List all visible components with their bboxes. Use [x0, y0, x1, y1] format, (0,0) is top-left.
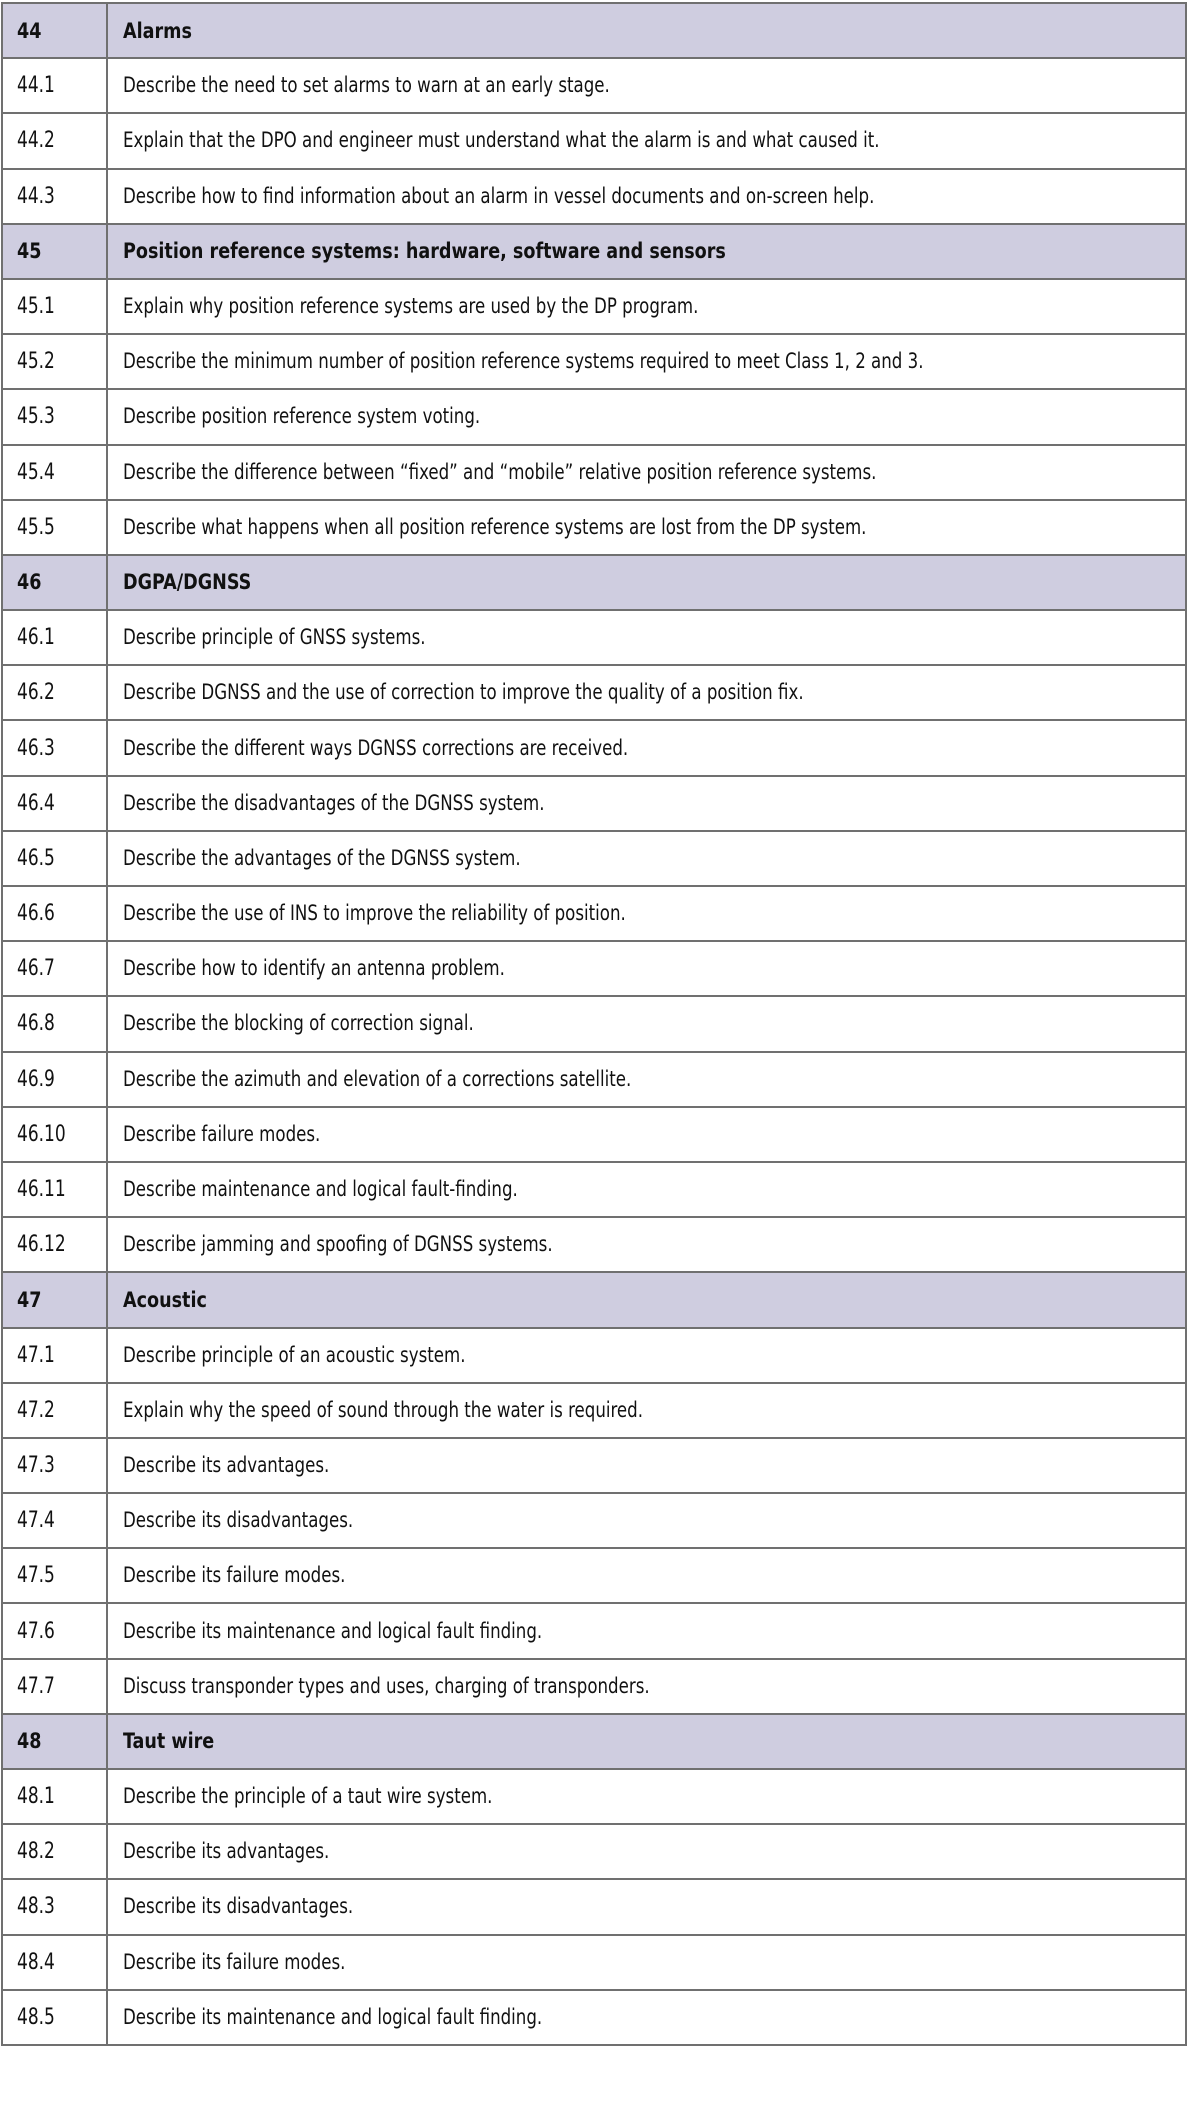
table-row: [2, 1217, 1186, 1272]
section-number: 44: [17, 18, 42, 43]
table-row: [2, 1935, 1186, 1990]
item-description: Describe the disadvantages of the DGNSS system.: [123, 790, 545, 816]
item-number: 45.3: [17, 404, 55, 430]
item-number-cell: [2, 776, 107, 831]
item-description-cell: [107, 1107, 1186, 1162]
item-number: 46.7: [17, 956, 55, 982]
table-row: [2, 279, 1186, 334]
item-description: Describe maintenance and logical fault-finding.: [123, 1177, 518, 1203]
section-header-row: [2, 555, 1186, 610]
item-description: Describe how to find information about an alarm in vessel documents and on-screen help.: [123, 183, 875, 209]
section-title-cell: [107, 555, 1186, 610]
item-number-cell: [2, 169, 107, 224]
item-number: 48.3: [17, 1894, 55, 1920]
section-header-row: [2, 224, 1186, 279]
table-row: [2, 1990, 1186, 2045]
item-description-cell: [107, 610, 1186, 665]
item-number: 46.12: [17, 1232, 66, 1258]
item-number-cell: [2, 665, 107, 720]
section-number: 48: [17, 1729, 42, 1754]
item-description: Describe its disadvantages.: [123, 1894, 354, 1920]
item-description-cell: [107, 1990, 1186, 2045]
item-description: Discuss transponder types and uses, charging of transponders.: [123, 1673, 650, 1699]
section-number-cell: [2, 3, 107, 58]
item-description: Describe its maintenance and logical fault finding.: [123, 2004, 543, 2030]
item-description: Describe the difference between “fixed” and “mobile” relative position reference systems.: [123, 459, 877, 485]
item-description-cell: [107, 1824, 1186, 1879]
section-title-cell: [107, 1272, 1186, 1327]
table-row: [2, 665, 1186, 720]
table-row: [2, 445, 1186, 500]
item-number-cell: [2, 279, 107, 334]
item-number: 47.7: [17, 1673, 55, 1699]
item-number-cell: [2, 1879, 107, 1934]
item-description-cell: [107, 1383, 1186, 1438]
section-number: 45: [17, 239, 42, 264]
table-row: [2, 58, 1186, 113]
item-number: 44.1: [17, 73, 55, 99]
item-number: 47.1: [17, 1342, 55, 1368]
table-row: [2, 720, 1186, 775]
item-description-cell: [107, 1548, 1186, 1603]
item-number-cell: [2, 610, 107, 665]
item-description: Describe DGNSS and the use of correction to improve the quality of a position fix.: [123, 680, 804, 706]
table-row: [2, 1659, 1186, 1714]
item-description-cell: [107, 1769, 1186, 1824]
item-description-cell: [107, 831, 1186, 886]
item-number-cell: [2, 1438, 107, 1493]
item-number-cell: [2, 1769, 107, 1824]
item-number: 45.4: [17, 459, 55, 485]
table-row: [2, 1107, 1186, 1162]
item-description-cell: [107, 1493, 1186, 1548]
item-number-cell: [2, 500, 107, 555]
item-description-cell: [107, 500, 1186, 555]
item-description-cell: [107, 1052, 1186, 1107]
item-description-cell: [107, 1162, 1186, 1217]
item-number: 47.6: [17, 1618, 55, 1644]
item-number-cell: [2, 1217, 107, 1272]
item-description: Explain that the DPO and engineer must understand what the alarm is and what caused it.: [123, 128, 880, 154]
item-number: 45.5: [17, 514, 55, 540]
item-number-cell: [2, 1107, 107, 1162]
section-title-cell: [107, 224, 1186, 279]
item-description-cell: [107, 1217, 1186, 1272]
item-description-cell: [107, 665, 1186, 720]
item-number-cell: [2, 389, 107, 444]
table-row: [2, 1548, 1186, 1603]
item-description: Describe its advantages.: [123, 1839, 330, 1865]
item-number-cell: [2, 1162, 107, 1217]
item-number: 44.3: [17, 183, 55, 209]
table-row: [2, 1438, 1186, 1493]
table-row: [2, 1493, 1186, 1548]
table-row: [2, 1879, 1186, 1934]
item-number-cell: [2, 1383, 107, 1438]
table-row: [2, 1162, 1186, 1217]
item-description-cell: [107, 334, 1186, 389]
item-description-cell: [107, 1879, 1186, 1934]
item-number: 47.3: [17, 1452, 55, 1478]
item-description: Describe failure modes.: [123, 1121, 321, 1147]
item-description-cell: [107, 389, 1186, 444]
item-number-cell: [2, 1659, 107, 1714]
item-description: Describe its failure modes.: [123, 1563, 346, 1589]
item-number-cell: [2, 1824, 107, 1879]
section-number-cell: [2, 1272, 107, 1327]
section-title-cell: [107, 1714, 1186, 1769]
item-number: 46.9: [17, 1066, 55, 1092]
section-number-cell: [2, 224, 107, 279]
table-row: [2, 389, 1186, 444]
item-number: 46.8: [17, 1011, 55, 1037]
item-description-cell: [107, 1935, 1186, 1990]
item-description-cell: [107, 776, 1186, 831]
item-number-cell: [2, 113, 107, 168]
item-description: Describe its disadvantages.: [123, 1508, 354, 1534]
item-number: 48.1: [17, 1784, 55, 1810]
table-row: [2, 1603, 1186, 1658]
item-number-cell: [2, 720, 107, 775]
item-number: 47.4: [17, 1508, 55, 1534]
item-description-cell: [107, 720, 1186, 775]
item-description: Describe jamming and spoofing of DGNSS systems.: [123, 1232, 553, 1258]
section-title: Position reference systems: hardware, software and sensors: [123, 239, 726, 264]
table-row: [2, 334, 1186, 389]
table-row: [2, 1328, 1186, 1383]
item-number-cell: [2, 1548, 107, 1603]
item-description: Describe the principle of a taut wire system.: [123, 1784, 493, 1810]
item-description: Describe its maintenance and logical fault finding.: [123, 1618, 543, 1644]
item-number: 48.5: [17, 2004, 55, 2030]
item-description-cell: [107, 1603, 1186, 1658]
item-number: 45.2: [17, 349, 55, 375]
section-title-cell: [107, 3, 1186, 58]
item-description-cell: [107, 996, 1186, 1051]
item-description-cell: [107, 1328, 1186, 1383]
section-title: Taut wire: [123, 1729, 215, 1754]
syllabus-table-body: [2, 3, 1186, 2045]
section-title: DGPA/DGNSS: [123, 570, 252, 595]
item-number-cell: [2, 831, 107, 886]
item-number-cell: [2, 1990, 107, 2045]
table-row: [2, 1824, 1186, 1879]
table-row: [2, 169, 1186, 224]
item-number-cell: [2, 1493, 107, 1548]
item-number: 46.1: [17, 625, 55, 651]
item-number-cell: [2, 58, 107, 113]
item-description-cell: [107, 113, 1186, 168]
item-description: Describe the minimum number of position reference systems required to meet Class 1, 2 and 3.: [123, 349, 924, 375]
table-row: [2, 1769, 1186, 1824]
item-number: 47.2: [17, 1397, 55, 1423]
item-description-cell: [107, 58, 1186, 113]
item-number: 44.2: [17, 128, 55, 154]
item-description-cell: [107, 279, 1186, 334]
item-number: 46.6: [17, 901, 55, 927]
section-title: Alarms: [123, 18, 192, 43]
table-row: [2, 886, 1186, 941]
table-row: [2, 500, 1186, 555]
table-row: [2, 610, 1186, 665]
item-description-cell: [107, 886, 1186, 941]
table-row: [2, 776, 1186, 831]
item-number-cell: [2, 941, 107, 996]
item-number-cell: [2, 1052, 107, 1107]
section-header-row: [2, 1272, 1186, 1327]
item-number-cell: [2, 334, 107, 389]
item-number: 46.11: [17, 1177, 66, 1203]
item-description: Describe the azimuth and elevation of a corrections satellite.: [123, 1066, 632, 1092]
item-description: Describe its failure modes.: [123, 1949, 346, 1975]
item-number-cell: [2, 445, 107, 500]
item-description-cell: [107, 169, 1186, 224]
section-header-row: [2, 1714, 1186, 1769]
item-description: Describe the different ways DGNSS corrections are received.: [123, 735, 629, 761]
item-description: Describe principle of an acoustic system.: [123, 1342, 466, 1368]
item-number: 46.10: [17, 1121, 66, 1147]
item-description: Describe the blocking of correction signal.: [123, 1011, 474, 1037]
item-description: Explain why the speed of sound through the water is required.: [123, 1397, 644, 1423]
item-description: Describe the need to set alarms to warn at an early stage.: [123, 73, 610, 99]
item-number: 46.3: [17, 735, 55, 761]
item-description: Describe position reference system voting.: [123, 404, 481, 430]
table-row: [2, 1383, 1186, 1438]
section-number-cell: [2, 555, 107, 610]
item-description: Describe its advantages.: [123, 1452, 330, 1478]
item-number-cell: [2, 1935, 107, 1990]
section-number: 47: [17, 1287, 42, 1312]
item-description: Describe how to identify an antenna problem.: [123, 956, 505, 982]
item-number-cell: [2, 886, 107, 941]
item-number: 48.4: [17, 1949, 55, 1975]
section-header-row: [2, 3, 1186, 58]
item-number: 46.5: [17, 845, 55, 871]
item-number-cell: [2, 996, 107, 1051]
table-row: [2, 1052, 1186, 1107]
item-number-cell: [2, 1328, 107, 1383]
table-row: [2, 996, 1186, 1051]
item-description-cell: [107, 941, 1186, 996]
item-description-cell: [107, 445, 1186, 500]
section-number-cell: [2, 1714, 107, 1769]
item-description: Explain why position reference systems are used by the DP program.: [123, 294, 699, 320]
item-description: Describe the use of INS to improve the reliability of position.: [123, 901, 626, 927]
item-number: 46.4: [17, 790, 55, 816]
item-description: Describe what happens when all position reference systems are lost from the DP system.: [123, 514, 867, 540]
item-number: 46.2: [17, 680, 55, 706]
item-number: 45.1: [17, 294, 55, 320]
item-number: 48.2: [17, 1839, 55, 1865]
item-description-cell: [107, 1438, 1186, 1493]
section-title: Acoustic: [123, 1287, 207, 1312]
table-row: [2, 831, 1186, 886]
item-description: Describe principle of GNSS systems.: [123, 625, 426, 651]
syllabus-table: [1, 2, 1187, 2046]
item-number: 47.5: [17, 1563, 55, 1589]
item-description: Describe the advantages of the DGNSS system.: [123, 845, 521, 871]
item-description-cell: [107, 1659, 1186, 1714]
item-number-cell: [2, 1603, 107, 1658]
section-number: 46: [17, 570, 42, 595]
table-row: [2, 941, 1186, 996]
table-row: [2, 113, 1186, 168]
